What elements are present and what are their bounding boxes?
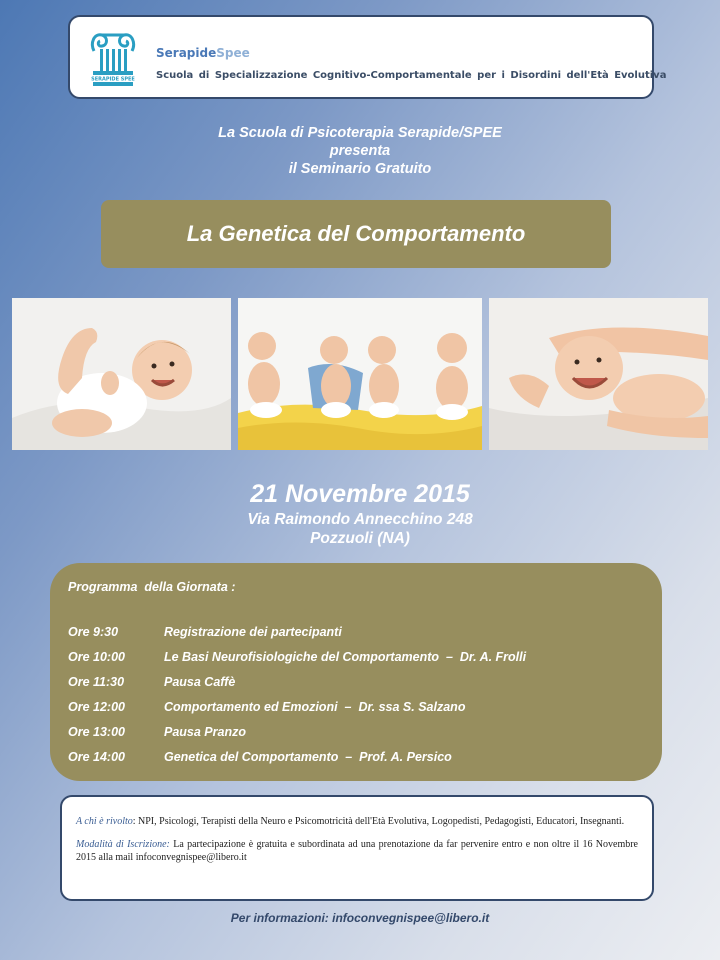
program-heading: Programma della Giornata : — [68, 580, 236, 594]
signup-text: La partecipazione è gratuita e subordinata ad una prenotazione da far pervenire entro e non oltre il 16 Novembre 2015 alla mail infoconvegnispee@libero.it — [76, 839, 638, 863]
program-desc: Comportamento ed Emozioni – Dr. ssa S. Salzano — [164, 699, 466, 714]
audience-text: : NPI, Psicologi, Terapisti della Neuro e Psicomotricità dell'Età Evolutiva, Logopedisti, Pedagogisti, Educatori, Insegnanti. — [132, 816, 625, 827]
intro-line-2: presenta — [329, 143, 391, 159]
event-address: Via Raimondo Annecchino 248 — [247, 511, 473, 528]
program-item — [68, 744, 648, 769]
title-banner — [101, 200, 611, 268]
baby-lying-photo — [12, 298, 231, 450]
program-item — [68, 644, 648, 669]
program-time: Ore 11:30 — [68, 674, 125, 689]
seminar-title: La Genetica del Comportamento — [186, 221, 526, 246]
serapide-logo-icon — [88, 29, 138, 87]
event-city: Pozzuoli (NA) — [310, 530, 410, 547]
program-time: Ore 9:30 — [68, 624, 119, 639]
audience-label: A chi è rivolto — [76, 816, 133, 827]
event-details — [0, 478, 720, 548]
program-desc: Registrazione dei partecipanti — [164, 624, 342, 639]
program-box — [50, 563, 662, 781]
signup-label: Modalità di Iscrizione: — [76, 839, 170, 850]
program-item — [68, 619, 648, 644]
program-desc: Pausa Pranzo — [164, 724, 246, 739]
program-time: Ore 13:00 — [68, 724, 125, 739]
program-list — [68, 619, 648, 769]
school-subtitle: Scuola di Specializzazione Cognitivo-Comportamentale per i Disordini dell'Età Evolutiva — [156, 70, 667, 81]
program-time: Ore 10:00 — [68, 649, 125, 664]
header-box — [68, 15, 667, 99]
program-item — [68, 669, 648, 694]
intro-line-1: La Scuola di Psicoterapia Serapide/SPEE — [218, 125, 502, 141]
smiling-baby-photo — [489, 298, 708, 450]
intro-line-3: il Seminario Gratuito — [288, 161, 432, 177]
event-date: 21 Novembre 2015 — [250, 480, 470, 508]
brand-name-part1: Serapide — [156, 46, 217, 60]
four-babies-photo — [238, 298, 482, 450]
program-desc: Le Basi Neurofisiologiche del Comportamento – Dr. A. Frolli — [164, 649, 527, 664]
program-time: Ore 14:00 — [68, 749, 125, 764]
logo-text: SERAPIDE SPEE — [91, 76, 135, 83]
program-item — [68, 694, 648, 719]
audience-paragraph — [76, 815, 638, 828]
contact-footer[interactable]: Per informazioni: infoconvegnispee@libero.it — [230, 911, 490, 925]
program-desc: Genetica del Comportamento – Prof. A. Persico — [164, 749, 452, 764]
brand-name — [156, 46, 250, 60]
intro-text — [0, 124, 720, 178]
info-box — [60, 795, 654, 901]
signup-paragraph — [76, 838, 638, 864]
program-desc: Pausa Caffè — [164, 674, 236, 689]
program-time: Ore 12:00 — [68, 699, 125, 714]
brand-name-part2: Spee — [216, 46, 250, 60]
program-item — [68, 719, 648, 744]
